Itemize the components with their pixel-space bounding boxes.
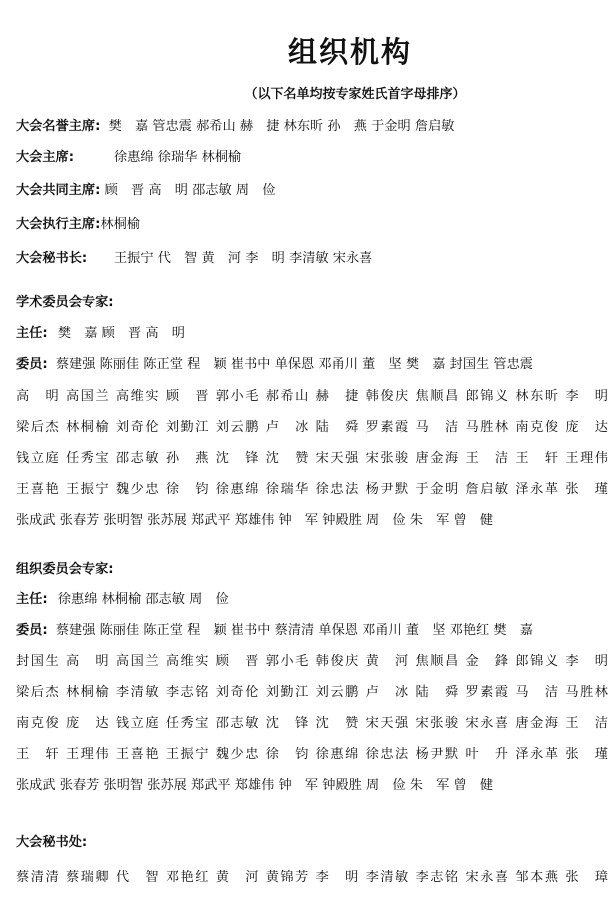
organizing-members-line: 封国生 高 明 高国兰 高维实 顾 晋 郭小毛 韩俊庆 黄 河 焦顺昌 金 鋒 郎锦义 李 明 — [16, 654, 608, 669]
academic-members-row — [16, 356, 608, 374]
academic-director-names: 樊 嘉 顾 晋 高 明 — [57, 326, 185, 341]
organizing-director-names: 徐惠绵 林桐榆 邵志敏 周 俭 — [57, 592, 229, 607]
organizing-members-line: 王 轩 王理伟 王喜艳 王振宁 魏少忠 徐 钧 徐惠绵 徐忠法 杨尹默 叶 升 泽永革 张 瑾 — [16, 747, 608, 762]
chair-names: 徐惠绵 徐瑞华 林桐榆 — [114, 150, 242, 165]
secretariat-heading: 大会秘书处: — [16, 835, 88, 850]
co-chair-row — [16, 182, 608, 200]
executive-chair-label: 大会执行主席: — [16, 217, 101, 232]
co-chair-names: 顾 晋 高 明 邵志敏 周 俭 — [104, 183, 276, 198]
organizing-members-line: 南克俊 庞 达 钱立庭 任秀宝 邵志敏 沈 锋 沈 赞 宋天强 宋张骏 宋永喜 唐金海 王 洁 — [16, 716, 608, 731]
organizing-members-label: 委员: — [16, 623, 48, 638]
academic-members-line: 蔡建强 陈丽佳 陈正堂 程 颖 崔书中 单保恩 邓甬川 董 坚 樊 嘉 封国生 管忠震 — [55, 357, 533, 372]
academic-director-label: 主任: — [16, 326, 48, 341]
academic-director-row — [16, 325, 608, 343]
secretary-general-row — [16, 250, 608, 268]
academic-members-line: 王喜艳 王振宁 魏少忠 徐 钧 徐惠绵 徐瑞华 徐忠法 杨尹默 于金明 詹启敏 泽永革 张 瑾 — [16, 482, 608, 497]
chair-row — [16, 149, 608, 167]
organizing-members-line: 梁后杰 林桐榆 李清敏 李志铭 刘奇伦 刘勤江 刘云鹏 卢 冰 陆 舜 罗素霞 马 洁 马胜林 — [16, 685, 608, 700]
organizing-director-label: 主任: — [16, 592, 48, 607]
honorary-chair-row — [16, 118, 608, 136]
academic-members-line: 张成武 张春芳 张明智 张苏展 郑武平 郑雄伟 钟 军 钟殿胜 周 俭 朱 军 曾 健 — [16, 513, 494, 528]
organizing-members-row — [16, 622, 608, 640]
page-title: 组织机构 — [287, 35, 412, 69]
executive-chair-row — [16, 216, 608, 234]
academic-members-line: 高 明 高国兰 高维实 顾 晋 郭小毛 郝希山 赫 捷 韩俊庆 焦顺昌 郎锦义 林东昕 李 明 — [16, 389, 608, 404]
honorary-chair-names: 樊 嘉 管忠震 郝希山 赫 捷 林东昕 孙 燕 于金明 詹启敏 — [108, 119, 455, 134]
organizing-members-line: 张成武 张春芳 张明智 张苏展 郑武平 郑雄伟 钟 军 钟殿胜 周 俭 朱 军 曾 健 — [16, 778, 494, 793]
chair-label: 大会主席: — [16, 150, 75, 165]
organizing-committee-heading: 组织委员会专家: — [16, 562, 114, 577]
secretariat-members-line: 蔡清清 蔡瑞卿 代 智 邓艳红 黄 河 黄锦芳 李 明 李清敏 李志铭 宋永喜 邹本燕 张 璋 — [16, 870, 608, 885]
secretary-general-label: 大会秘书长: — [16, 251, 88, 266]
page-subtitle: （以下名单均按专家姓氏首字母排序） — [244, 87, 466, 102]
academic-committee-heading: 学术委员会专家: — [16, 295, 114, 310]
academic-members-line: 钱立庭 任秀宝 邵志敏 孙 燕 沈 锋 沈 赞 宋天强 宋张骏 唐金海 王 洁 王 轩 王理伟 — [16, 451, 608, 466]
academic-members-label: 委员: — [16, 357, 48, 372]
co-chair-label: 大会共同主席: — [16, 183, 101, 198]
secretary-general-names: 王振宁 代 智 黄 河 李 明 李清敏 宋永喜 — [114, 251, 373, 266]
honorary-chair-label: 大会名誉主席: — [16, 119, 101, 134]
organizing-director-row — [16, 591, 608, 609]
academic-members-line: 梁后杰 林桐榆 刘奇伦 刘勤江 刘云鹏 卢 冰 陆 舜 罗素霞 马 洁 马胜林 南克俊 庞 达 — [16, 420, 608, 435]
organizing-members-line: 蔡建强 陈丽佳 陈正堂 程 颖 崔书中 蔡清清 单保恩 邓甬川 董 坚 邓艳红 樊 嘉 — [55, 623, 533, 638]
executive-chair-names: 林桐榆 — [100, 217, 140, 232]
